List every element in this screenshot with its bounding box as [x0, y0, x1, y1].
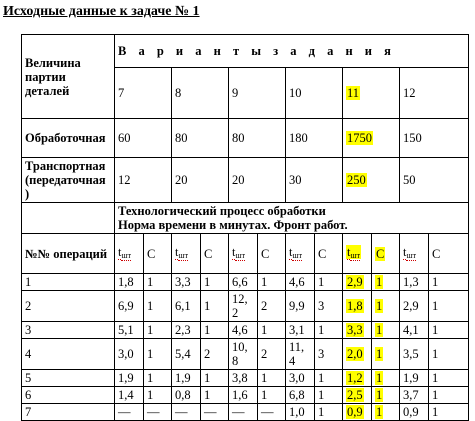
value: 20 — [175, 173, 188, 187]
operation-number: 3 — [22, 322, 115, 339]
operations-body — [22, 274, 469, 421]
workstation-count-cell — [201, 370, 229, 387]
c-header: C — [258, 234, 286, 274]
variants-label: В а р и а н т ы з а д а н и я — [115, 35, 469, 68]
t-subscript: шт — [178, 250, 189, 260]
workstation-count-cell — [144, 404, 172, 421]
time-norm-value: 6,6 — [232, 275, 248, 289]
value: 20 — [232, 173, 245, 187]
workstation-count-value: 1 — [376, 275, 383, 289]
workstation-count-cell — [258, 387, 286, 404]
time-norm-value: — — [232, 405, 245, 419]
time-norm-value: 11, 4 — [289, 340, 305, 368]
t-header — [229, 234, 258, 274]
workstation-count-cell — [201, 291, 229, 322]
time-norm-cell — [286, 387, 315, 404]
t-subscript: шт — [350, 250, 361, 260]
c-header: C — [201, 234, 229, 274]
time-norm-cell — [172, 387, 201, 404]
c-header: C — [429, 234, 469, 274]
workstation-count-cell — [372, 404, 400, 421]
operation-number: 4 — [22, 339, 115, 370]
time-norm-value: 10, 8 — [232, 340, 248, 368]
time-norm-value: 2,3 — [175, 323, 191, 337]
t-symbol: t — [175, 244, 179, 259]
time-norm-value: 5,4 — [175, 347, 191, 361]
workstation-count-value: 1 — [147, 323, 154, 337]
value: 150 — [403, 131, 422, 145]
workstation-count-cell — [429, 387, 469, 404]
value: 80 — [232, 131, 245, 145]
workstation-count-cell — [429, 339, 469, 370]
operations-header-row — [22, 234, 469, 274]
t-header — [115, 234, 144, 274]
processing-label: Обработочная — [22, 119, 115, 158]
workstation-count-cell — [258, 339, 286, 370]
workstation-count-cell — [429, 291, 469, 322]
time-norm-cell — [400, 339, 429, 370]
workstation-count-value: 1 — [432, 275, 439, 289]
workstation-count-value: 2 — [261, 347, 268, 361]
process-row — [22, 203, 469, 234]
workstation-count-value: 3 — [318, 347, 325, 361]
time-norm-cell — [229, 370, 258, 387]
variant-cell — [286, 68, 343, 119]
operation-row — [22, 322, 469, 339]
workstation-count-cell — [372, 339, 400, 370]
workstation-count-value: 1 — [318, 323, 325, 337]
t-header — [172, 234, 201, 274]
t-subscript: шт — [406, 250, 417, 260]
workstation-count-cell — [144, 274, 172, 291]
time-norm-cell — [400, 274, 429, 291]
empty-cell — [22, 203, 115, 234]
time-norm-value: — — [175, 405, 188, 419]
workstation-count-cell — [144, 370, 172, 387]
workstation-count-value: 1 — [204, 323, 211, 337]
time-norm-value: 12, 2 — [232, 292, 248, 320]
workstation-count-value: 1 — [318, 388, 325, 402]
value-cell-highlighted — [343, 158, 400, 203]
time-norm-value: 9,9 — [289, 299, 305, 313]
time-norm-value: 1,2 — [347, 371, 363, 385]
time-norm-cell — [115, 370, 144, 387]
workstation-count-cell — [315, 322, 343, 339]
time-norm-cell — [400, 322, 429, 339]
time-norm-cell — [229, 404, 258, 421]
time-norm-value: 1,8 — [118, 275, 134, 289]
workstation-count-cell — [315, 274, 343, 291]
time-norm-value: 6,1 — [175, 299, 191, 313]
time-norm-value: 2,9 — [347, 275, 363, 289]
time-norm-cell — [172, 339, 201, 370]
time-norm-cell — [172, 291, 201, 322]
param-label: Величина партии деталей — [25, 55, 81, 98]
value: 180 — [289, 131, 308, 145]
value: 30 — [289, 173, 302, 187]
operation-row — [22, 274, 469, 291]
time-norm-value: 1,9 — [175, 371, 191, 385]
document-title: Исходные данные к задаче № 1 — [3, 4, 200, 19]
time-norm-value: 0,9 — [403, 405, 419, 419]
variant-number: 10 — [289, 86, 302, 100]
t-subscript: шт — [121, 250, 132, 260]
time-norm-cell — [286, 404, 315, 421]
workstation-count-cell — [144, 291, 172, 322]
time-norm-cell — [343, 322, 372, 339]
t-symbol: t — [403, 244, 407, 259]
time-norm-cell — [229, 274, 258, 291]
source-data-table — [21, 34, 469, 421]
workstation-count-cell — [201, 322, 229, 339]
variant-cell — [400, 68, 469, 119]
value-cell — [400, 158, 469, 203]
value: 250 — [347, 173, 366, 187]
workstation-count-value: 1 — [376, 299, 383, 313]
variant-cell — [115, 68, 172, 119]
t-symbol: t — [347, 244, 351, 259]
workstation-count-value: — — [261, 405, 274, 419]
time-norm-cell — [343, 370, 372, 387]
time-norm-cell — [343, 404, 372, 421]
time-norm-cell — [172, 370, 201, 387]
workstation-count-cell — [429, 370, 469, 387]
workstation-count-cell — [429, 322, 469, 339]
workstation-count-cell — [201, 339, 229, 370]
time-norm-value: 5,1 — [118, 323, 134, 337]
variant-cell — [229, 68, 286, 119]
time-norm-value: 6,8 — [289, 388, 305, 402]
t-subscript: шт — [292, 250, 303, 260]
time-norm-value: 4,6 — [289, 275, 305, 289]
time-norm-value: 1,9 — [118, 371, 134, 385]
time-norm-cell — [286, 370, 315, 387]
workstation-count-cell — [315, 291, 343, 322]
operation-number: 7 — [22, 404, 115, 421]
value-cell — [172, 119, 229, 158]
time-norm-cell — [286, 274, 315, 291]
workstation-count-cell — [315, 404, 343, 421]
operations-header-label: №№ операций — [22, 234, 115, 274]
time-norm-value: 4,1 — [403, 323, 419, 337]
time-norm-cell — [172, 404, 201, 421]
t-symbol: t — [232, 244, 236, 259]
time-norm-cell — [400, 404, 429, 421]
time-norm-value: 3,7 — [403, 388, 419, 402]
workstation-count-value: 1 — [147, 371, 154, 385]
t-symbol: t — [289, 244, 293, 259]
time-norm-value: 6,9 — [118, 299, 134, 313]
workstation-count-cell — [144, 339, 172, 370]
variant-number: 9 — [232, 86, 239, 100]
time-norm-cell — [286, 322, 315, 339]
workstation-count-value: 1 — [204, 371, 211, 385]
workstation-count-value: 2 — [261, 299, 268, 313]
workstation-count-value: 1 — [376, 405, 383, 419]
operation-row — [22, 370, 469, 387]
workstation-count-value: 1 — [204, 388, 211, 402]
time-norm-value: 1,3 — [403, 275, 419, 289]
workstation-count-cell — [144, 387, 172, 404]
process-line-2: Норма времени в минутах. Фронт работ. — [118, 218, 348, 232]
variant-number: 8 — [175, 86, 182, 100]
time-norm-value: 1,0 — [289, 405, 305, 419]
workstation-count-value: — — [204, 405, 217, 419]
workstation-count-value: 2 — [204, 347, 211, 361]
workstation-count-cell — [315, 370, 343, 387]
variant-number: 11 — [347, 86, 360, 100]
time-norm-cell — [115, 322, 144, 339]
time-norm-cell — [400, 370, 429, 387]
time-norm-cell — [400, 291, 429, 322]
workstation-count-value: 1 — [376, 388, 383, 402]
workstation-count-cell — [372, 370, 400, 387]
operation-row — [22, 339, 469, 370]
operation-number: 5 — [22, 370, 115, 387]
workstation-count-value: 1 — [432, 388, 439, 402]
operation-number: 1 — [22, 274, 115, 291]
workstation-count-cell — [258, 370, 286, 387]
workstation-count-cell — [201, 404, 229, 421]
value-cell — [229, 119, 286, 158]
c-symbol: C — [376, 246, 385, 261]
process-description — [115, 203, 469, 234]
t-header — [286, 234, 315, 274]
workstation-count-value: 1 — [432, 299, 439, 313]
workstation-count-value: 1 — [318, 405, 325, 419]
workstation-count-value: 1 — [147, 388, 154, 402]
workstation-count-value: 1 — [261, 388, 268, 402]
time-norm-cell — [115, 291, 144, 322]
time-norm-value: 1,4 — [118, 388, 134, 402]
operation-number: 2 — [22, 291, 115, 322]
workstation-count-cell — [201, 387, 229, 404]
c-header: C — [144, 234, 172, 274]
value-cell — [172, 158, 229, 203]
time-norm-value: 1,8 — [347, 299, 363, 313]
time-norm-value: 3,3 — [347, 323, 363, 337]
workstation-count-value: 1 — [147, 347, 154, 361]
time-norm-value: 3,8 — [232, 371, 248, 385]
time-norm-value: 2,0 — [347, 347, 363, 361]
time-norm-value: 3,1 — [289, 323, 305, 337]
workstation-count-cell — [258, 322, 286, 339]
time-norm-cell — [286, 339, 315, 370]
time-norm-value: 3,5 — [403, 347, 419, 361]
workstation-count-value: — — [147, 405, 160, 419]
workstation-count-cell — [372, 387, 400, 404]
value-cell — [115, 119, 172, 158]
processing-row — [22, 119, 469, 158]
time-norm-value: — — [118, 405, 131, 419]
workstation-count-value: 1 — [432, 371, 439, 385]
workstation-count-cell — [315, 387, 343, 404]
operation-row — [22, 404, 469, 421]
time-norm-value: 1,6 — [232, 388, 248, 402]
time-norm-value: 0,8 — [175, 388, 191, 402]
variant-number: 7 — [118, 86, 125, 100]
workstation-count-value: 1 — [204, 275, 211, 289]
time-norm-cell — [343, 387, 372, 404]
value: 12 — [118, 173, 131, 187]
workstation-count-value: 1 — [204, 299, 211, 313]
time-norm-cell — [115, 274, 144, 291]
time-norm-value: 4,6 — [232, 323, 248, 337]
value-cell — [400, 119, 469, 158]
workstation-count-value: 1 — [147, 299, 154, 313]
workstation-count-value: 1 — [261, 371, 268, 385]
value-cell-highlighted — [343, 119, 400, 158]
time-norm-cell — [343, 274, 372, 291]
transport-label: Транспортная (передаточная ) — [22, 158, 115, 203]
workstation-count-cell — [429, 274, 469, 291]
t-header — [400, 234, 429, 274]
workstation-count-cell — [372, 274, 400, 291]
value: 1750 — [347, 131, 372, 145]
variant-cell — [172, 68, 229, 119]
value: 60 — [118, 131, 131, 145]
process-line-1: Технологический процесс обработки — [118, 204, 326, 218]
workstation-count-value: 1 — [318, 371, 325, 385]
time-norm-cell — [115, 387, 144, 404]
workstation-count-value: 1 — [261, 323, 268, 337]
workstation-count-value: 1 — [432, 405, 439, 419]
variant-number: 12 — [403, 86, 416, 100]
workstation-count-value: 1 — [147, 275, 154, 289]
time-norm-value: 2,9 — [403, 299, 419, 313]
time-norm-cell — [343, 339, 372, 370]
workstation-count-value: 1 — [432, 323, 439, 337]
time-norm-cell — [229, 339, 258, 370]
workstation-count-cell — [372, 322, 400, 339]
workstation-count-value: 1 — [376, 323, 383, 337]
time-norm-cell — [115, 404, 144, 421]
time-norm-value: 2,5 — [347, 388, 363, 402]
value-cell — [229, 158, 286, 203]
variants-title-row — [22, 35, 469, 68]
workstation-count-value: 1 — [376, 371, 383, 385]
t-header-highlighted — [343, 234, 372, 274]
operation-row — [22, 387, 469, 404]
value: 80 — [175, 131, 188, 145]
time-norm-cell — [229, 387, 258, 404]
time-norm-cell — [172, 274, 201, 291]
time-norm-value: 0,9 — [347, 405, 363, 419]
transport-row — [22, 158, 469, 203]
c-header: C — [315, 234, 343, 274]
time-norm-cell — [400, 387, 429, 404]
value-cell — [115, 158, 172, 203]
workstation-count-cell — [258, 404, 286, 421]
workstation-count-cell — [144, 322, 172, 339]
param-label-cell — [22, 35, 115, 119]
workstation-count-cell — [372, 291, 400, 322]
t-symbol: t — [118, 244, 122, 259]
time-norm-value: 3,0 — [289, 371, 305, 385]
workstation-count-value: 1 — [261, 275, 268, 289]
c-header-highlighted — [372, 234, 400, 274]
workstation-count-cell — [429, 404, 469, 421]
operation-number: 6 — [22, 387, 115, 404]
workstation-count-value: 1 — [432, 347, 439, 361]
variant-cell-highlighted — [343, 68, 400, 119]
time-norm-cell — [286, 291, 315, 322]
t-subscript: шт — [235, 250, 246, 260]
time-norm-cell — [172, 322, 201, 339]
workstation-count-cell — [201, 274, 229, 291]
value-cell — [286, 119, 343, 158]
workstation-count-value: 1 — [376, 347, 383, 361]
workstation-count-value: 3 — [318, 299, 325, 313]
time-norm-value: 3,0 — [118, 347, 134, 361]
time-norm-cell — [229, 291, 258, 322]
time-norm-cell — [115, 339, 144, 370]
workstation-count-cell — [258, 274, 286, 291]
value: 50 — [403, 173, 416, 187]
time-norm-cell — [229, 322, 258, 339]
value-cell — [286, 158, 343, 203]
workstation-count-cell — [315, 339, 343, 370]
workstation-count-cell — [258, 291, 286, 322]
workstation-count-value: 1 — [318, 275, 325, 289]
operation-row — [22, 291, 469, 322]
time-norm-value: 1,9 — [403, 371, 419, 385]
time-norm-value: 3,3 — [175, 275, 191, 289]
time-norm-cell — [343, 291, 372, 322]
